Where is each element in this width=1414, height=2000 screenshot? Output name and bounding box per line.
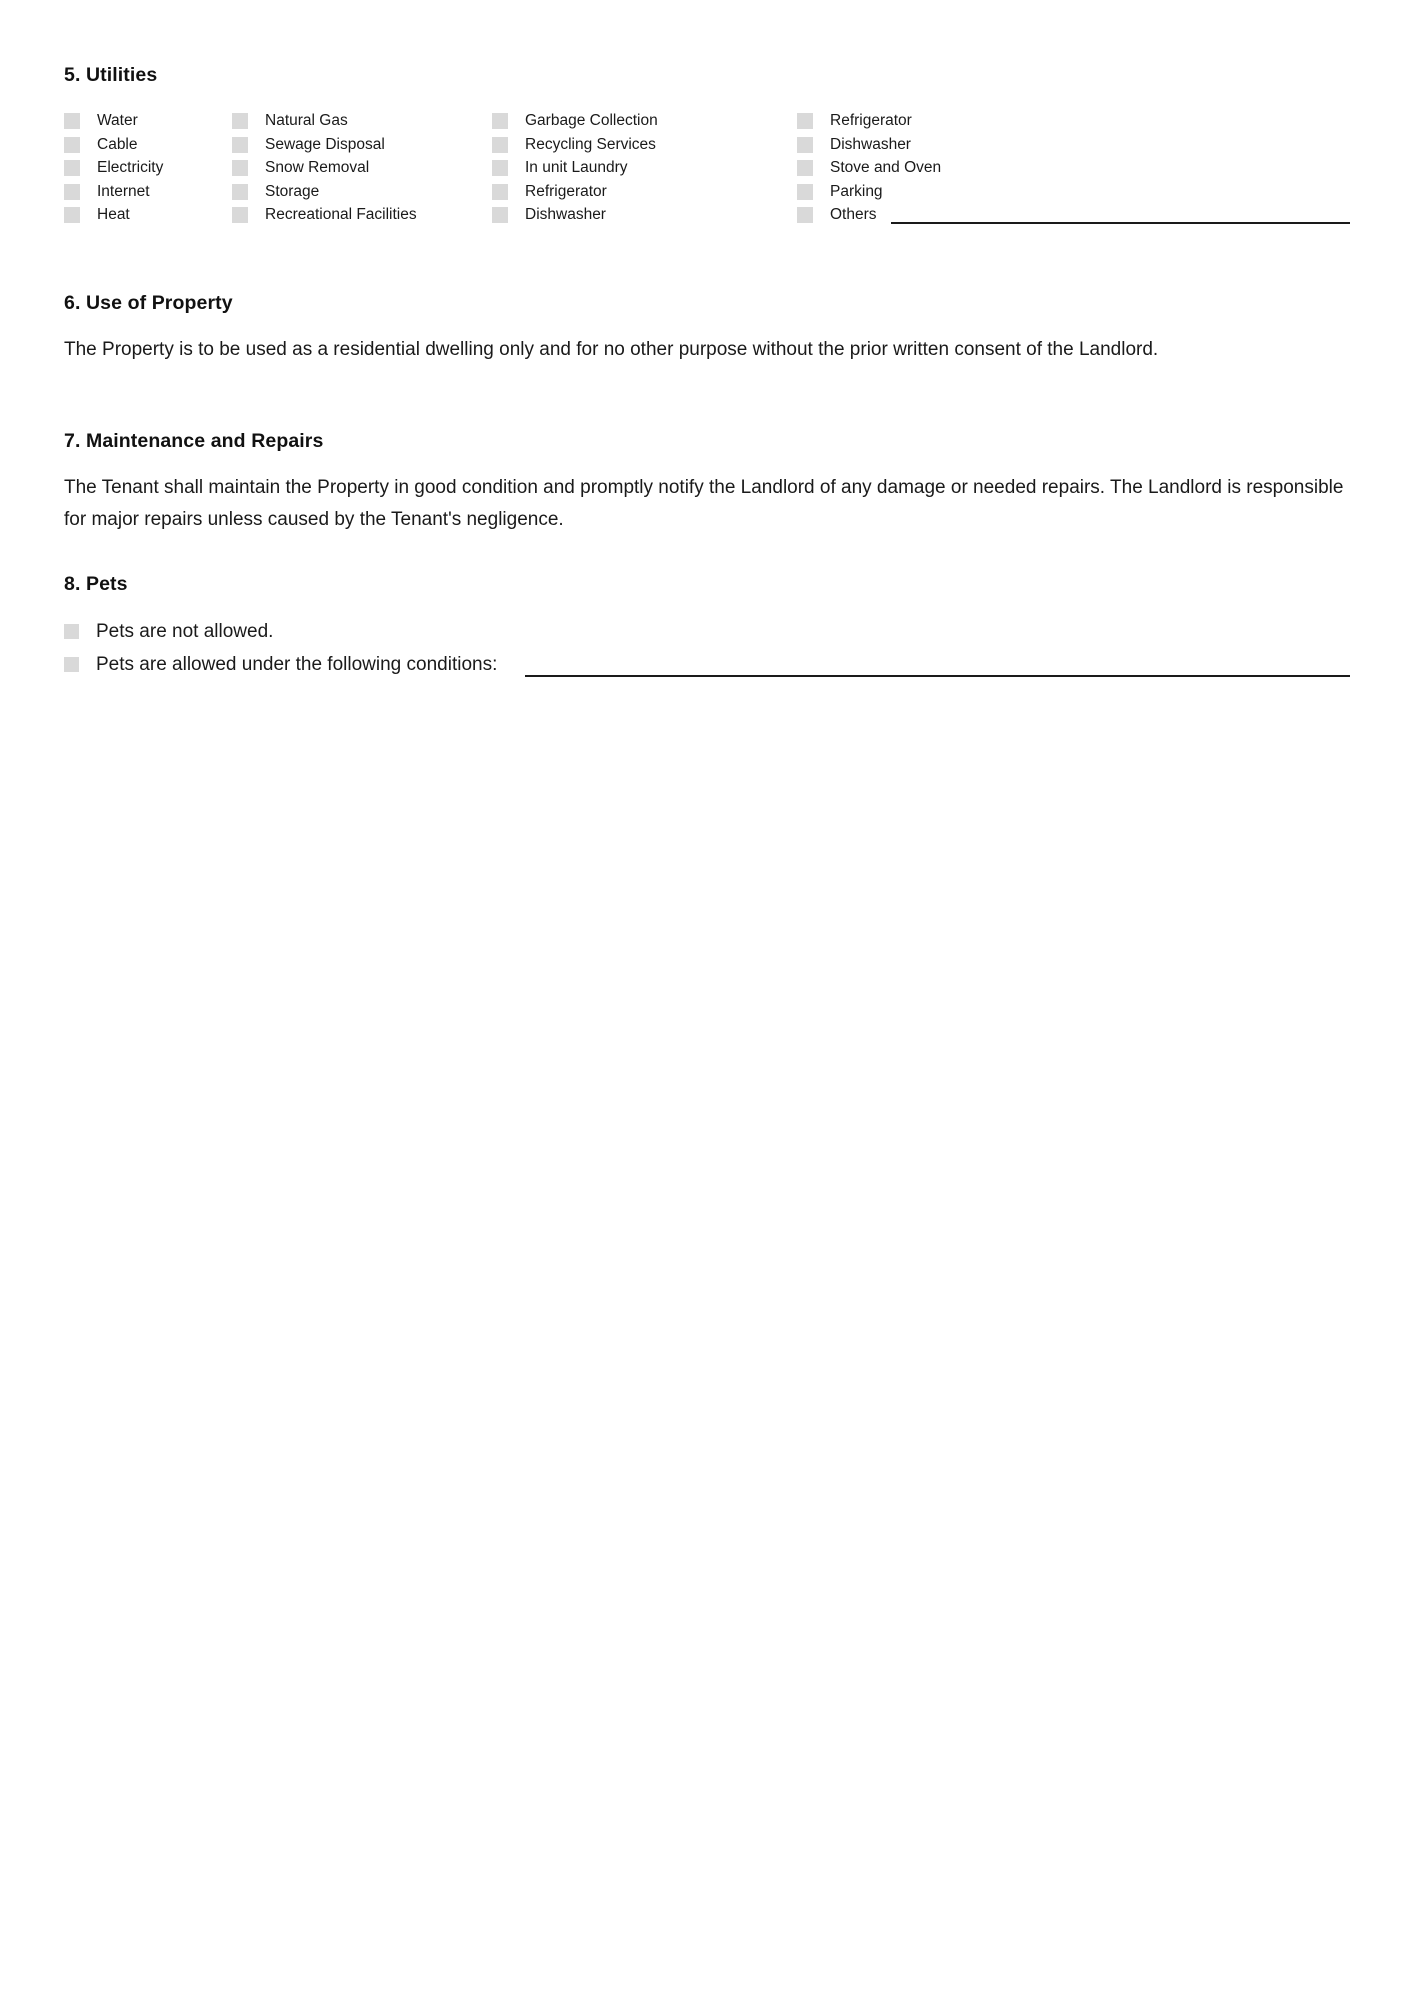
- checkbox-icon-parking[interactable]: [797, 184, 813, 200]
- checkbox-icon-in-unit-laundry[interactable]: [492, 160, 508, 176]
- checkbox-icon-pets-allowed-conditions[interactable]: [64, 657, 79, 672]
- section-heading-maintenance-and-repairs: 7. Maintenance and Repairs: [64, 430, 324, 452]
- checkbox-row-others[interactable]: [797, 204, 1350, 228]
- checkbox-icon-garbage-collection[interactable]: [492, 113, 508, 129]
- checkbox-icon-cable[interactable]: [64, 137, 80, 153]
- checkbox-icon-sewage-disposal[interactable]: [232, 137, 248, 153]
- checkbox-label-sewage-disposal: Sewage Disposal: [265, 135, 385, 153]
- checkbox-label-garbage-collection: Garbage Collection: [525, 112, 658, 129]
- section-paragraph-use-of-property: The Property is to be used as a residential dwelling only and for no other purpose without the prior written consent of the Landlord.: [64, 339, 1159, 360]
- checkbox-row-storage[interactable]: [232, 181, 492, 205]
- checkbox-icon-refrigerator-col3[interactable]: [492, 184, 508, 200]
- others-fill-in-line[interactable]: [891, 222, 1350, 224]
- checkbox-row-recycling-services[interactable]: [492, 134, 797, 158]
- checkbox-label-others: Others: [830, 206, 877, 223]
- checkbox-label-refrigerator-col3: Refrigerator: [525, 182, 607, 200]
- checkbox-row-pets-allowed-conditions[interactable]: [64, 651, 1350, 684]
- checkbox-row-dishwasher-col3[interactable]: [492, 204, 797, 228]
- checkbox-label-dishwasher-col3: Dishwasher: [525, 206, 606, 223]
- checkbox-label-natural-gas: Natural Gas: [265, 112, 348, 129]
- checkbox-row-refrigerator-col4[interactable]: [797, 110, 1350, 134]
- checkbox-label-storage: Storage: [265, 182, 320, 200]
- checkbox-row-pets-not-allowed[interactable]: [64, 618, 1350, 651]
- checkbox-label-heat: Heat: [97, 206, 130, 223]
- checkbox-row-natural-gas[interactable]: [232, 110, 492, 134]
- section-heading-pets: 8. Pets: [64, 573, 128, 595]
- checkbox-row-refrigerator-col3[interactable]: [492, 181, 797, 205]
- checkbox-row-sewage-disposal[interactable]: [232, 134, 492, 158]
- checkbox-label-recreational-facilities: Recreational Facilities: [265, 206, 417, 223]
- checkbox-icon-heat[interactable]: [64, 207, 80, 223]
- section-heading-utilities: 5. Utilities: [64, 64, 158, 86]
- checkbox-icon-water[interactable]: [64, 113, 80, 129]
- checkbox-icon-pets-not-allowed[interactable]: [64, 624, 79, 639]
- checkbox-label-pets-allowed-conditions: Pets are allowed under the following conditions:: [96, 654, 498, 675]
- checkbox-row-garbage-collection[interactable]: [492, 110, 797, 134]
- checkbox-icon-others[interactable]: [797, 207, 813, 223]
- checkbox-row-stove-and-oven[interactable]: [797, 157, 1350, 181]
- pets-options-list: [64, 618, 1350, 684]
- checkbox-label-recycling-services: Recycling Services: [525, 135, 656, 153]
- checkbox-icon-dishwasher-col4[interactable]: [797, 137, 813, 153]
- checkbox-label-water: Water: [97, 112, 138, 129]
- checkbox-label-in-unit-laundry: In unit Laundry: [525, 159, 628, 176]
- checkbox-row-parking[interactable]: [797, 181, 1350, 205]
- checkbox-label-dishwasher-col4: Dishwasher: [830, 135, 911, 153]
- checkbox-row-electricity[interactable]: [64, 157, 232, 181]
- checkbox-row-cable[interactable]: [64, 134, 232, 158]
- checkbox-label-cable: Cable: [97, 135, 138, 153]
- checkbox-icon-electricity[interactable]: [64, 160, 80, 176]
- checkbox-icon-natural-gas[interactable]: [232, 113, 248, 129]
- checkbox-label-stove-and-oven: Stove and Oven: [830, 159, 942, 176]
- utilities-checkbox-grid: [64, 110, 1350, 228]
- checkbox-icon-recycling-services[interactable]: [492, 137, 508, 153]
- checkbox-icon-recreational-facilities[interactable]: [232, 207, 248, 223]
- checkbox-row-recreational-facilities[interactable]: [232, 204, 492, 228]
- checkbox-row-water[interactable]: [64, 110, 232, 134]
- checkbox-icon-snow-removal[interactable]: [232, 160, 248, 176]
- checkbox-row-snow-removal[interactable]: [232, 157, 492, 181]
- section-paragraph-maintenance-and-repairs: The Tenant shall maintain the Property in good condition and promptly notify the Landlord of any damage or needed repairs. The Landlord is responsible for major repairs unless caused by the Tenant's negligence.: [64, 477, 1344, 530]
- checkbox-row-internet[interactable]: [64, 181, 232, 205]
- checkbox-label-snow-removal: Snow Removal: [265, 159, 370, 176]
- checkbox-row-heat[interactable]: [64, 204, 232, 228]
- checkbox-icon-refrigerator-col4[interactable]: [797, 113, 813, 129]
- checkbox-label-refrigerator-col4: Refrigerator: [830, 112, 912, 129]
- pets-conditions-fill-in-line[interactable]: [525, 675, 1350, 677]
- checkbox-icon-stove-and-oven[interactable]: [797, 160, 813, 176]
- checkbox-icon-dishwasher-col3[interactable]: [492, 207, 508, 223]
- checkbox-label-internet: Internet: [97, 182, 150, 200]
- section-heading-use-of-property: 6. Use of Property: [64, 292, 233, 314]
- checkbox-row-in-unit-laundry[interactable]: [492, 157, 797, 181]
- checkbox-label-electricity: Electricity: [97, 159, 164, 176]
- checkbox-icon-storage[interactable]: [232, 184, 248, 200]
- checkbox-label-parking: Parking: [830, 182, 883, 200]
- checkbox-icon-internet[interactable]: [64, 184, 80, 200]
- checkbox-row-dishwasher-col4[interactable]: [797, 134, 1350, 158]
- checkbox-label-pets-not-allowed: Pets are not allowed.: [96, 621, 274, 642]
